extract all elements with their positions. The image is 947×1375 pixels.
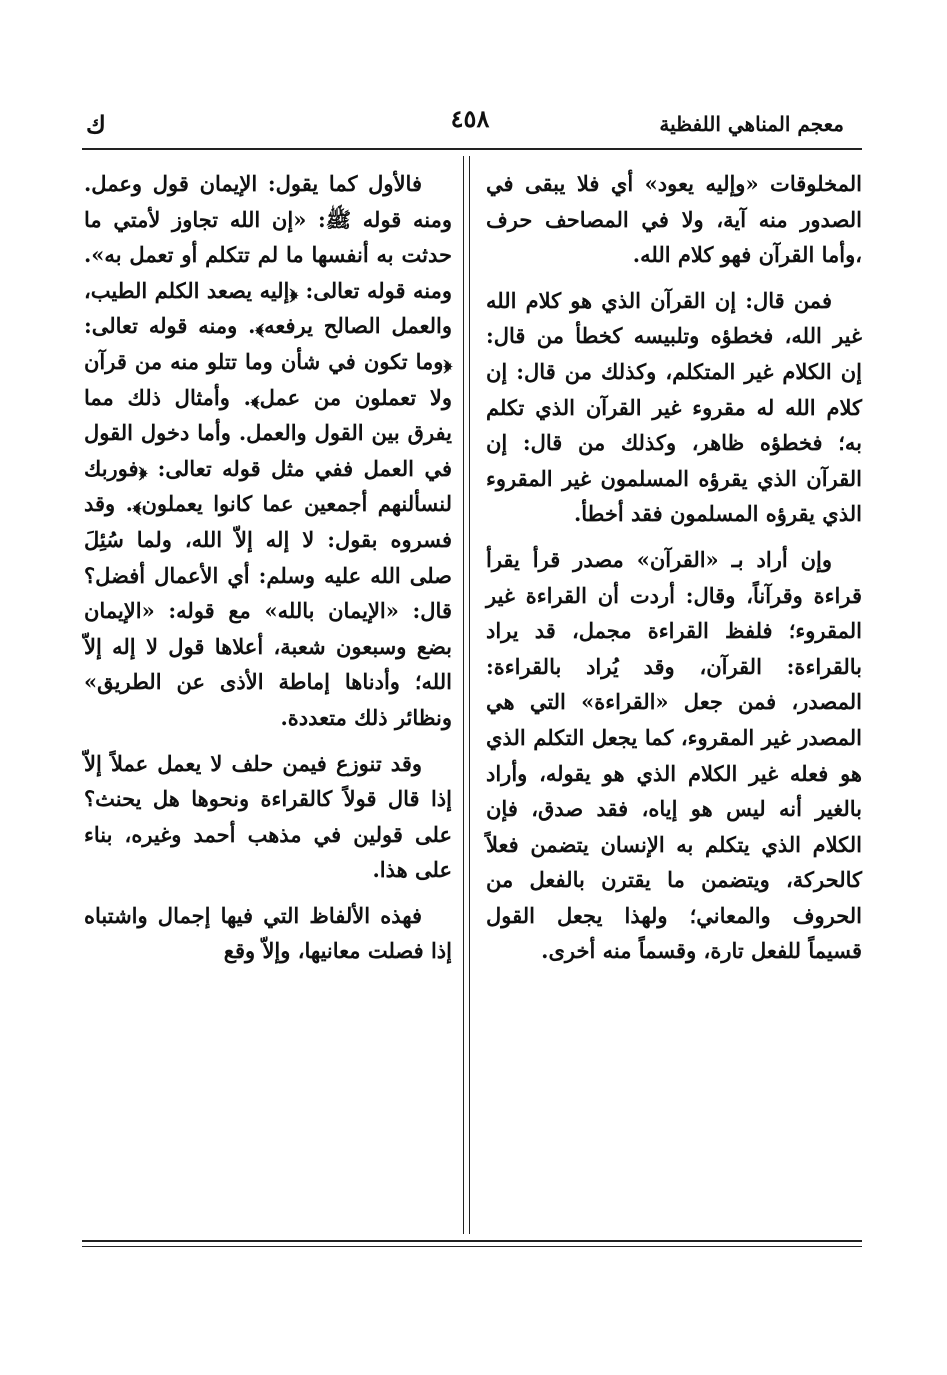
paragraph: فمن قال: إن القرآن الذي هو كلام الله غير الله، فخطؤه وتلبيسه كخطأ من قال: إن الكلام غير المتكلم، وكذلك من قال: إن كلام الله له مقروء غير القرآن الذي تكلم به؛ فخطؤه ظاهر، وكذلك من قال: إن القرآن الذي يقرؤه المسلمون غير المقروء الذي يقرؤه المسلمون فقد أخطأ. [486, 287, 862, 527]
header-rule [82, 148, 862, 150]
paragraph: فالأول كما يقول: الإيمان قول وعمل. ومنه قوله ﷺ: «إن الله تجاوز لأمتي ما حدثت به أنفسها ما لم تتكلم أو تعمل به». ومنه قوله تعالى: ﴿إليه يصعد الكلم الطيب، والعمل الصالح يرفعه﴾. ومنه قوله تعالى: ﴿وما تكون في شأن وما تتلو منه من قرآن ولا تعملون من عمل﴾. وأمثال ذلك مما يفرق بين القول والعمل. وأما دخول القول في العمل ففي مثل قوله تعالى: ﴿فوربك لنسألنهم أجمعين عما كانوا يعملون﴾. وقد فسروه بقول: لا إله إلاّ الله، ولما سُئِلَ صلى الله عليه وسلم: أي الأعمال أفضل؟ قال: «الإيمان بالله» مع قوله: «الإيمان بضع وسبعون شعبة، أعلاها قول لا إله إلاّ الله؛ وأدناها إماطة الأذى عن الطريق» ونظائر ذلك متعددة. [84, 171, 452, 730]
footer-rule [82, 1246, 862, 1247]
running-head-title: معجم المناهي اللفظية [659, 112, 844, 136]
right-column [486, 166, 862, 979]
left-column [84, 166, 452, 979]
column-divider [469, 156, 470, 1234]
column-divider [463, 156, 464, 1234]
paragraph: وقد تنوزع فيمن حلف لا يعمل عملاً إلاّ إذا قال قولاً كالقراءة ونحوها هل يحنث؟ على قولين في مذهب أحمد وغيره، بناء على هذا. [84, 750, 452, 883]
footer-rule [82, 1240, 862, 1242]
paragraph: فهذه الألفاظ التي فيها إجمال واشتباه إذا فصلت معانيها، وإلاّ وقع [84, 902, 452, 964]
page-number: ٤٥٨ [450, 104, 490, 133]
paragraph: المخلوقات «وإليه يعود» أي فلا يبقى في الصدور منه آية، ولا في المصاحف حرف ،وأما القرآن فهو كلام الله. [486, 171, 862, 268]
section-letter: ك [86, 110, 106, 139]
page-header [80, 102, 862, 142]
paragraph: وإن أراد بـ «القرآن» مصدر قرأ يقرأ قراءة وقرآناً، وقال: أردت أن القراءة غير المقروء؛ فلفظ القراءة مجمل، قد يراد بالقراءة: القرآن، وقد يُراد بالقراءة: المصدر، فمن جعل «القراءة» التي هي المصدر غير المقروء، كما يجعل التكلم الذي هو فعله غير الكلام الذي هو يقوله، وأراد بالغير أنه ليس هو إياه، فقد صدق، فإن الكلام الذي يتكلم به الإنسان يتضمن فعلاً كالحركة، ويتضمن ما يقترن بالفعل من الحروف والمعاني؛ ولهذا يجعل القول قسيماً للفعل تارة، وقسماً منه أخرى. [486, 546, 862, 964]
